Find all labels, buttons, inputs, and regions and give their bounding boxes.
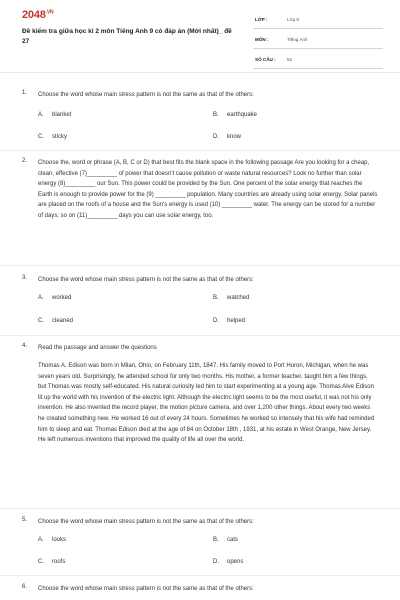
- option-text: opens: [227, 559, 244, 565]
- option-text: sticky: [52, 134, 67, 140]
- logo-text: 2048: [22, 9, 46, 21]
- option-letter: A.: [38, 295, 44, 301]
- question-separator: [0, 575, 400, 576]
- option-text: roofs: [52, 559, 66, 565]
- option-text: cats: [227, 537, 239, 543]
- site-logo[interactable]: [22, 9, 53, 21]
- question-text: Choose the word whose main stress pattern is not the same as that of the others:: [38, 519, 254, 525]
- meta-value: Lớp 9: [287, 17, 299, 22]
- option-letter: D.: [213, 559, 219, 565]
- option-letter: B.: [213, 112, 219, 118]
- meta-value: 52: [287, 57, 293, 62]
- option-text: helped: [227, 318, 246, 324]
- meta-value: Tiếng Anh: [287, 37, 308, 42]
- option-b[interactable]: [213, 112, 257, 118]
- option-text: know: [227, 134, 242, 140]
- option-d[interactable]: [213, 318, 245, 324]
- meta-row-class: [253, 14, 383, 29]
- question-text: Read the passage and answer the questions: [38, 345, 157, 351]
- option-text: watched: [227, 295, 250, 301]
- question-separator: [0, 508, 400, 509]
- question-separator: [0, 150, 400, 151]
- option-letter: D.: [213, 318, 219, 324]
- option-b[interactable]: [213, 537, 238, 543]
- document-header: [0, 0, 400, 62]
- header-divider: [0, 72, 400, 73]
- option-text: cleaned: [52, 318, 74, 324]
- option-letter: B.: [213, 295, 219, 301]
- question-text: Choose the word whose main stress pattern is not the same as that of the others:: [38, 586, 254, 592]
- option-c[interactable]: [38, 318, 73, 324]
- option-text: looks: [52, 537, 67, 543]
- meta-label: LỚP :: [255, 17, 268, 22]
- option-c[interactable]: [38, 134, 67, 140]
- logo-suffix: .VN: [45, 9, 54, 16]
- option-letter: A.: [38, 112, 44, 118]
- document-title: Đề kiểm tra giữa học kì 2 môn Tiếng Anh 9 có đáp án (Mới nhất)_ đề 27: [22, 28, 232, 45]
- option-letter: C.: [38, 134, 44, 140]
- option-a[interactable]: [38, 537, 66, 543]
- option-b[interactable]: [213, 295, 249, 301]
- meta-row-count: [253, 54, 383, 69]
- question-number: 3.: [22, 275, 28, 281]
- meta-label: MÔN :: [255, 37, 269, 42]
- option-text: earthquake: [227, 112, 258, 118]
- question-separator: [0, 335, 400, 336]
- meta-label: SỐ CÂU :: [255, 57, 276, 62]
- option-d[interactable]: [213, 559, 243, 565]
- option-text: blanket: [52, 112, 72, 118]
- option-letter: B.: [213, 537, 219, 543]
- option-a[interactable]: [38, 112, 71, 118]
- reading-passage: Thomas A. Edison was born in Milan, Ohio, on February 11th, 1847. His family moved to Port Huron, Michigan, when he was seven years old. Surprisingly, he attended school for only two months. His mother, a former teacher, taught him a few things, but Thomas was mostly self-educated. His natural curiosity led him to start experimenting at a young age. Thomas Alve Edison lit up the world with his invention of the electric light. Although the electric light seems to be the most useful, it was not his only invention. He also invented the record player, the motion picture camera, and over 1,200 other things. About every two weeks he created something new. He worked 16 out of every 24 hours. Sometimes he worked so intensely that his wife had reminded him to sleep and eat. Thomas Edison died at the age of 84 on October 18th , 1931, at his estate in West Orange, New Jersey. He left numerous inventions that improved the quality of life all over the world.: [38, 363, 375, 444]
- question-number: 1.: [22, 90, 28, 96]
- option-letter: D.: [213, 134, 219, 140]
- option-a[interactable]: [38, 295, 71, 301]
- question-number: 4.: [22, 343, 28, 349]
- option-letter: C.: [38, 559, 44, 565]
- question-text: Choose the word whose main stress pattern is not the same as that of the others:: [38, 277, 254, 283]
- meta-row-subject: [253, 34, 383, 49]
- question-separator: [0, 265, 400, 266]
- option-letter: A.: [38, 537, 44, 543]
- question-text: Choose the word whose main stress pattern is not the same as that of the others:: [38, 92, 254, 98]
- question-number: 5.: [22, 517, 28, 523]
- meta-table: [253, 14, 383, 74]
- question-number: 6.: [22, 584, 28, 590]
- option-c[interactable]: [38, 559, 65, 565]
- question-number: 2.: [22, 158, 28, 164]
- question-text: Choose the, word or phrase (A, B, C or D) that best fits the blank space in the following passage Are you looking for a cheap, clean, effective (7)_________ of power that doesn't cause pollution or waste natural resources? Look no further than solar energy (8)_________ our Sun. This power could be provided by the Sun. One percent of the solar energy that reaches the Earth is enough to provide power for the (9) _________ population. Many countries are already using solar energy. Solar panels are placed on the roofs of a house and the Sun's energy is used (10) _________ water. The energy can be stored for a number of days; so on (11)_________ days you can use solar energy, too.: [38, 160, 378, 219]
- option-text: worked: [52, 295, 72, 301]
- option-letter: C.: [38, 318, 44, 324]
- option-d[interactable]: [213, 134, 241, 140]
